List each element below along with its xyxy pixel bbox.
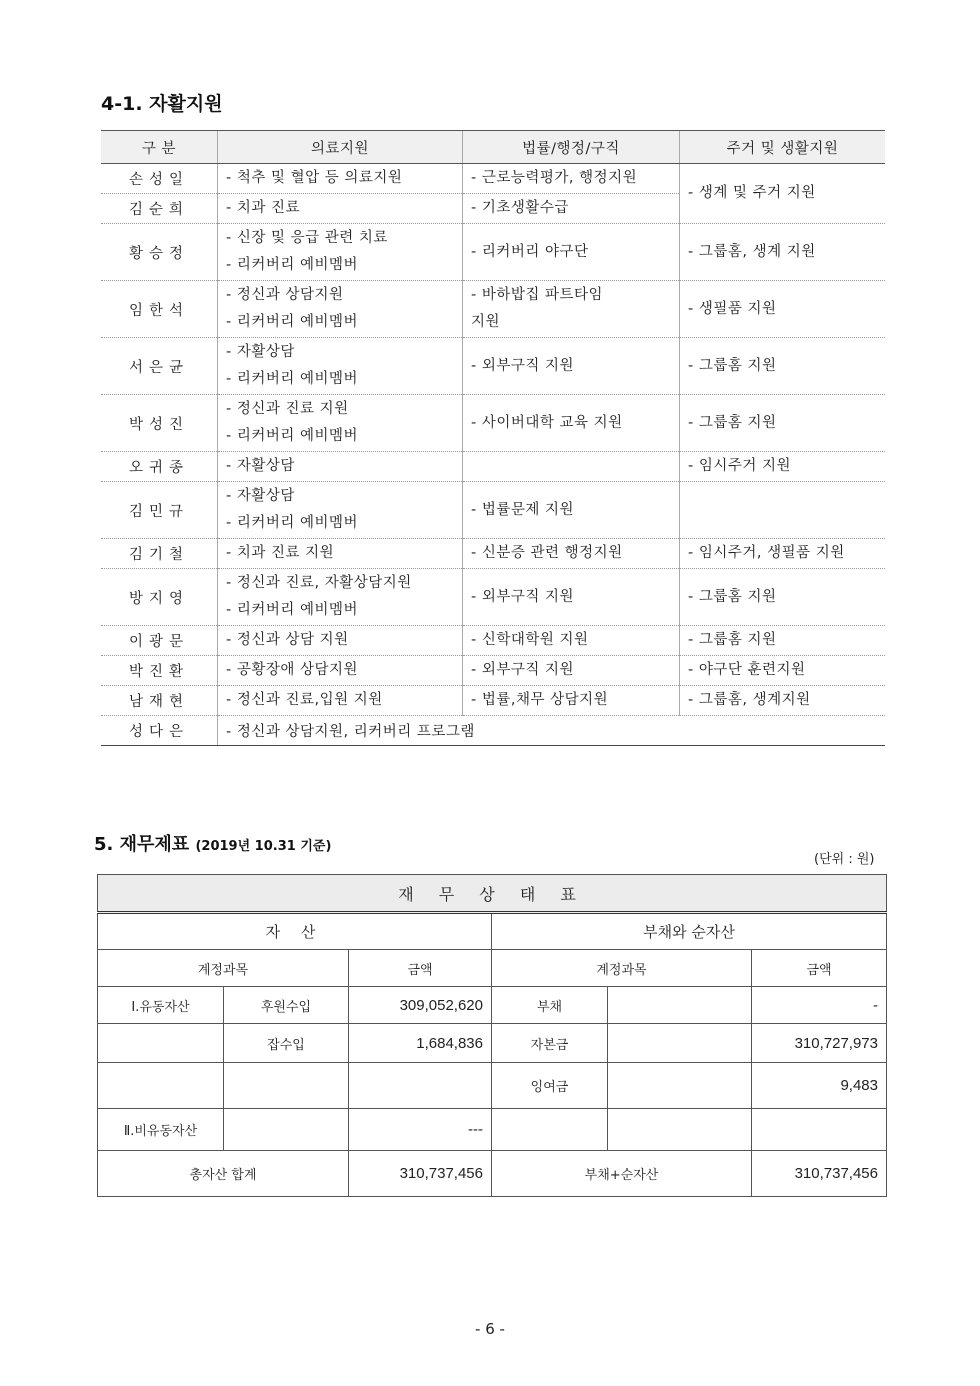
empty-cell [608,1109,752,1151]
legal-support [463,626,680,656]
section2-subtitle: (2019년 10.31 기준) [195,839,332,854]
legal-support-line: - 기초생활수급 [471,200,569,216]
empty-cell [98,1024,224,1063]
empty-cell [492,1109,608,1151]
person-name: 박성진 [101,395,218,452]
table-row [101,224,885,281]
total-assets-amount: 310,737,456 [349,1151,492,1197]
empty-cell [608,987,752,1024]
medical-support-line: - 자활상담 [226,458,295,474]
liabilities-amount: - [752,987,887,1024]
housing-support [680,395,886,452]
total-liab-label: 부채+순자산 [492,1151,752,1197]
person-name: 방지영 [101,569,218,626]
medical-support [218,686,463,716]
liab-account-header: 계정과목 [492,950,752,987]
assets-account-header: 계정과목 [98,950,349,987]
housing-support [680,686,886,716]
header-legal: 법률/행정/구직 [463,131,680,164]
housing-support [680,569,886,626]
medical-support-line: - 자활상담 [226,344,295,360]
medical-support-line: - 치과 진료 지원 [226,545,335,561]
empty-cell [98,1063,224,1109]
housing-support [680,626,886,656]
medical-support-line: - 신장 및 응급 관련 치료 [226,230,388,246]
housing-support-line: - 그룹홈 지원 [688,357,777,374]
section2-title [94,830,331,856]
medical-support-line: - 정신과 상담 지원 [226,632,349,648]
legal-support [463,164,680,194]
section1-title: 4-1. 자활지원 [101,93,223,115]
legal-support [463,395,680,452]
table-row [101,164,885,194]
total-assets-label: 총자산 합계 [98,1151,349,1197]
medical-support-line: - 리커버리 예비멤버 [226,428,359,444]
total-liab-amount: 310,737,456 [752,1151,887,1197]
table-row [101,686,885,716]
housing-support [680,164,886,224]
empty-cell [224,1109,349,1151]
legal-support-line: - 외부구직 지원 [471,588,574,605]
surplus-amount: 9,483 [752,1063,887,1109]
empty-cell [752,1109,887,1151]
capital-amount: 310,727,973 [752,1024,887,1063]
housing-support [680,224,886,281]
housing-support [680,338,886,395]
noncurrent-amount: --- [349,1109,492,1151]
medical-support-line: - 공황장애 상담지원 [226,662,359,678]
legal-support-line: - 법률,채무 상담지원 [471,692,609,708]
housing-support-line: - 그룹홈 지원 [688,414,777,431]
financial-table [97,874,887,1197]
person-name: 임한석 [101,281,218,338]
medical-support-line: - 리커버리 예비멤버 [226,515,359,531]
person-name: 손성일 [101,164,218,194]
assets-amount-header: 금액 [349,950,492,987]
person-name: 김기철 [101,539,218,569]
housing-support [680,281,886,338]
legal-support-line: 지원 [471,314,501,330]
person-name: 황승정 [101,224,218,281]
person-name: 성다은 [101,716,218,746]
header-category: 구 분 [101,131,218,164]
person-name: 오귀종 [101,452,218,482]
legal-support [463,281,680,338]
medical-support [218,539,463,569]
page-number: - 6 - [475,1320,505,1338]
legal-support-line: - 법률문제 지원 [471,501,574,518]
housing-support-line: - 그룹홈 지원 [688,632,777,648]
surplus-label: 잉여금 [492,1063,608,1109]
housing-support-line: - 그룹홈, 생계지원 [688,692,811,708]
housing-support [680,656,886,686]
medical-support-line: - 자활상담 [226,488,295,504]
housing-support-line: - 야구단 훈련지원 [688,662,806,678]
header-medical: 의료지원 [218,131,463,164]
financial-table-title: 재 무 상 태 표 [98,875,887,913]
housing-support [680,539,886,569]
legal-support [463,539,680,569]
medical-support [218,569,463,626]
housing-support [680,452,886,482]
current-assets-label: Ⅰ.유동자산 [98,987,224,1024]
legal-support [463,194,680,224]
table-row [101,482,885,539]
liab-amount-header: 금액 [752,950,887,987]
legal-support [463,224,680,281]
housing-support [680,482,886,539]
table-row [101,395,885,452]
legal-support-line: - 바하밥집 파트타임 [471,287,604,303]
medical-support-line: - 리커버리 예비멤버 [226,371,359,387]
person-name: 박진환 [101,656,218,686]
person-name: 김순희 [101,194,218,224]
legal-support [463,569,680,626]
header-housing: 주거 및 생활지원 [680,131,886,164]
person-name: 남재현 [101,686,218,716]
housing-support-line: - 생필품 지원 [688,300,777,317]
table-row [101,569,885,626]
housing-support-line: - 임시주거 지원 [688,458,791,474]
misc-income-label: 잡수입 [224,1024,349,1063]
housing-support-line: - 그룹홈, 생계 지원 [688,243,816,260]
support-table-header [101,131,885,164]
medical-support [218,164,463,194]
legal-support [463,482,680,539]
medical-support-line: - 리커버리 예비멤버 [226,314,359,330]
person-name: 이광문 [101,626,218,656]
legal-support-line: - 신학대학원 지원 [471,632,589,648]
legal-support-line: - 리커버리 야구단 [471,243,589,260]
medical-support-line: - 리커버리 예비멤버 [226,602,359,618]
liabilities-header: 부채와 순자산 [492,913,887,950]
misc-income-amount: 1,684,836 [349,1024,492,1063]
assets-header: 자 산 [98,913,492,950]
legal-support-line: - 신분증 관련 행정지원 [471,545,623,561]
empty-cell [224,1063,349,1109]
legal-support-line: - 외부구직 지원 [471,662,574,678]
person-name: 김민규 [101,482,218,539]
donations-amount: 309,052,620 [349,987,492,1024]
legal-support-line: - 근로능력평가, 행정지원 [471,170,638,186]
housing-support-line: - 임시주거, 생필품 지원 [688,545,845,561]
table-row [101,338,885,395]
merged-support: - 정신과 상담지원, 리커버리 프로그램 [218,716,886,746]
medical-support [218,482,463,539]
medical-support-line: - 치과 진료 [226,200,300,216]
legal-support [463,686,680,716]
legal-support [463,656,680,686]
table-row [101,452,885,482]
medical-support [218,395,463,452]
noncurrent-assets-label: Ⅱ.비유동자산 [98,1109,224,1151]
medical-support-line: - 정신과 진료,입원 지원 [226,692,383,708]
legal-support [463,452,680,482]
table-row [101,716,885,746]
legal-support-line: - 외부구직 지원 [471,357,574,374]
medical-support [218,224,463,281]
table-row [101,626,885,656]
medical-support-line: - 정신과 상담지원 [226,287,344,303]
medical-support-line: - 정신과 진료, 자활상담지원 [226,575,412,591]
medical-support [218,626,463,656]
medical-support [218,656,463,686]
table-row [101,539,885,569]
empty-cell [349,1063,492,1109]
legal-support [463,338,680,395]
empty-cell [608,1024,752,1063]
liabilities-label: 부채 [492,987,608,1024]
medical-support-line: - 정신과 진료 지원 [226,401,349,417]
medical-support [218,194,463,224]
legal-support-line: - 사이버대학 교육 지원 [471,414,623,431]
medical-support [218,338,463,395]
section2-title-text: 5. 재무제표 [94,834,190,855]
medical-support-line: - 척추 및 혈압 등 의료지원 [226,170,403,186]
table-row [101,281,885,338]
medical-support [218,281,463,338]
support-table [101,130,885,746]
medical-support [218,452,463,482]
medical-support-line: - 리커버리 예비멤버 [226,257,359,273]
housing-support-line: - 생계 및 주거 지원 [688,185,816,201]
support-table-body [101,164,885,746]
person-name: 서은균 [101,338,218,395]
table-row [101,656,885,686]
unit-label: (단위 : 원) [814,852,875,867]
housing-support-line: - 그룹홈 지원 [688,588,777,605]
capital-label: 자본금 [492,1024,608,1063]
empty-cell [608,1063,752,1109]
donations-label: 후원수입 [224,987,349,1024]
